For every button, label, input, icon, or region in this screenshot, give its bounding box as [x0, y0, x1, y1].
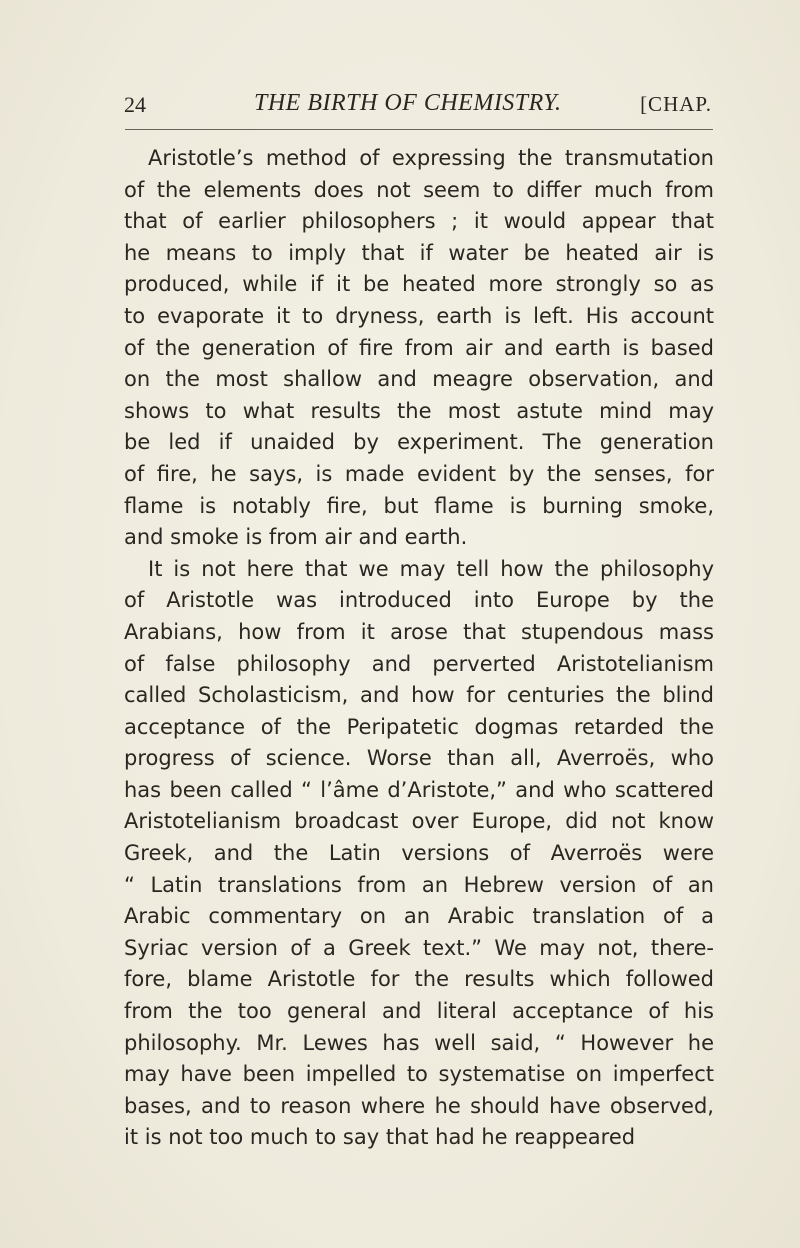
text-line: philosophy. Mr. Lewes has well said, “ However he — [124, 1030, 714, 1055]
text-line: on the most shallow and meagre observation, and — [124, 367, 714, 392]
text-line: Greek, and the Latin versions of Averroës were — [124, 841, 714, 866]
text-line: may have been impelled to systematise on imperfect — [124, 1062, 714, 1087]
text-line: Arabians, how from it arose that stupendous mass — [124, 619, 714, 644]
text-line: of the elements does not seem to differ much from — [124, 177, 714, 202]
text-line: of the generation of fire from air and earth is based — [124, 335, 714, 360]
text-line: has been called “ l’âme d’Aristote,” and who scattered — [124, 777, 714, 802]
text-line: progress of science. Worse than all, Averroës, who — [124, 746, 714, 771]
text-line: to evaporate it to dryness, earth is left. His account — [124, 303, 714, 328]
text-line: Aristotelianism broadcast over Europe, did not know — [124, 809, 714, 834]
text-line: bases, and to reason where he should have observed, — [124, 1093, 714, 1118]
body-text — [124, 143, 714, 1154]
chapter-mark: [CHAP. — [640, 92, 712, 116]
text-line: he means to imply that if water be heated air is — [124, 240, 714, 265]
text-line: be led if unaided by experiment. The generation — [124, 430, 714, 455]
text-line: produced, while if it be heated more strongly so as — [124, 272, 714, 297]
text-line: shows to what results the most astute mind may — [124, 398, 714, 423]
header-rule — [125, 129, 713, 130]
running-title: THE BIRTH OF CHEMISTRY. — [254, 90, 562, 116]
text-line: and smoke is from air and earth. — [124, 525, 468, 550]
text-line: fore, blame Aristotle for the results which followed — [124, 967, 714, 992]
text-line: of Aristotle was introduced into Europe by the — [124, 588, 714, 613]
page-header — [124, 88, 712, 128]
text-line: Aristotle’s method of expressing the transmutation — [148, 146, 714, 170]
text-line: called Scholasticism, and how for centuries the blind — [124, 683, 714, 708]
text-line: acceptance of the Peripatetic dogmas retarded the — [124, 714, 714, 739]
text-line: from the too general and literal acceptance of his — [124, 999, 714, 1024]
text-line: “ Latin translations from an Hebrew version of an — [124, 872, 714, 897]
text-line: Arabic commentary on an Arabic translation of a — [124, 904, 714, 929]
text-line: It is not here that we may tell how the philosophy — [148, 556, 714, 581]
text-line: it is not too much to say that had he reappeared — [124, 1125, 636, 1150]
text-line: Syriac version of a Greek text.” We may not, there- — [124, 935, 714, 960]
page-number: 24 — [124, 92, 146, 117]
text-line: that of earlier philosophers ; it would appear that — [124, 209, 714, 234]
text-line: of fire, he says, is made evident by the senses, for — [124, 461, 714, 486]
text-line: flame is notably fire, but flame is burning smoke, — [124, 493, 714, 518]
text-line: of false philosophy and perverted Aristotelianism — [124, 651, 714, 676]
